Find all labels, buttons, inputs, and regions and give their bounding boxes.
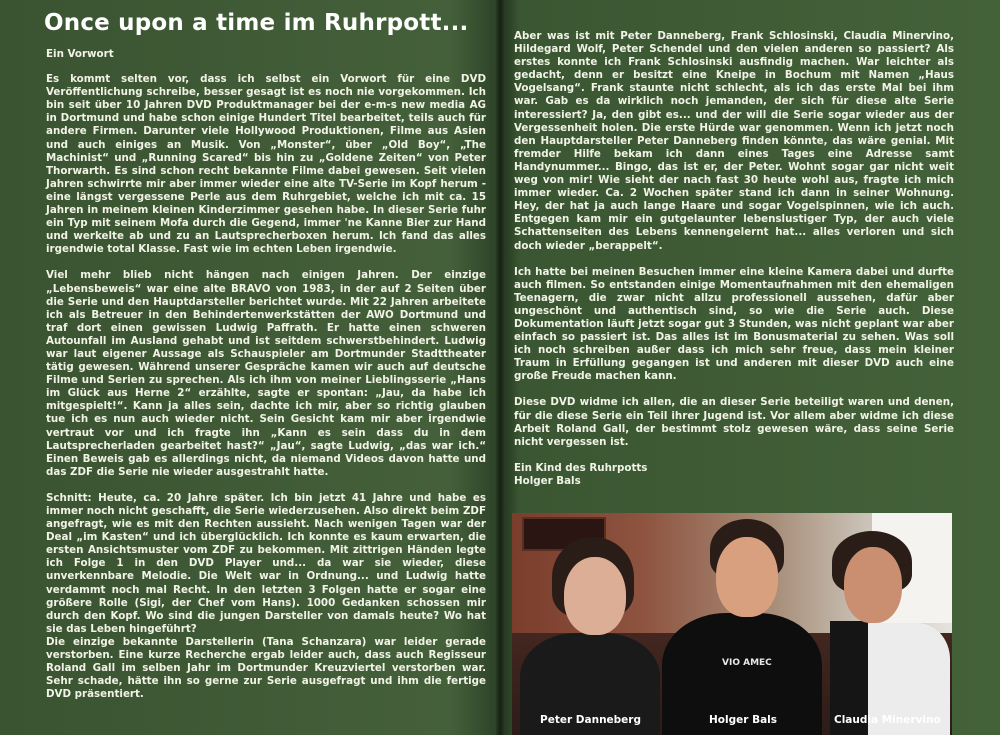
caption-holger-bals: Holger Bals [709,714,778,726]
signature-line: Ein Kind des Ruhrpotts [514,461,648,474]
paragraph: Viel mehr blieb nicht hängen nach einigen Jahren. Der einzige „Lebensbeweis“ war eine alte BRAVO von 1983, in der auf 2 Seiten über die Serie und den Hauptdarsteller berichtet wurde. Mit 22 Jahren arbeitete ich als Betreuer in den Behindertenwerkstätten der AWO Dortmund und traf dort einen gewissen Ludwig Paffrath. Er hatte einen schweren Autounfall im Ausland gehabt und ist seitdem schwerstbehindert. Ludwig war laut eigener Aussage als Schauspieler am Dortmunder Stadttheater tätig gewesen. Während unserer Gespräche kamen wir auch auf deutsche Filme und Serien zu sprechen. Als ich ihm von meiner Lieblingsserie „Hans im Glück aus Herne 2“ erzählte, sagte er spontan: „Jau, da habe ich mitgespielt!“. Kann ja alles sein, dachte ich mir, aber so richtig glauben tue ich es nun auch wieder nicht. Sein Gesicht kam mir aber irgendwie vertraut vor und ich fragte ihn „Kann es sein dass du in dem Lautsprecherladen gearbeitet hast?“ „Jau“, sagte Ludwig, „das war ich.“ Einen Beweis gab es allerdings nicht, da niemand Videos davon hatte und das ZDF die Serie nie wieder ausgestrahlt hatte. [46,269,486,478]
left-page [0,0,498,735]
paragraph: Die einzige bekannte Darstellerin (Tana Schanzara) war leider gerade verstorben. Eine kurze Recherche ergab leider auch, dass auch Regisseur Roland Gall im selben Jahr im Dortmunder Kreuzviertel verstorben war. Sehr schade, hätte ihn so gerne zur Serie ausgefragt und ihm die fertige DVD präsentiert. [46,635,486,701]
caption-claudia-minervino: Claudia Minervino [834,714,941,726]
person-right [812,513,952,735]
paragraph: Diese DVD widme ich allen, die an dieser Serie beteiligt waren und denen, für die diese Serie ein Teil ihrer Jugend ist. Vor allem aber widme ich diese Arbeit Roland Gall, der bestimmt stolz gewesen wäre, dass seine Serie nicht vergessen ist. [514,396,954,448]
paragraph: Es kommt selten vor, dass ich selbst ein Vorwort für eine DVD Veröffentlichung schreibe, besser gesagt ist es noch nie vorgekommen. Ich bin seit über 10 Jahren DVD Produktmanager bei der e-m-s new media AG in Dortmund und habe schon einige Hundert Titel bearbeitet, teils auch für andere Firmen. Darunter viele Hollywood Produktionen, Filme aus Asien und auch einiges an Musik. Von „Monster“, über „Old Boy“, „The Machinist“ und „Running Scared“ bis hin zu „Goldene Zeiten“ von Peter Thorwarth. Es sind schon recht bekannte Filme dabei gewesen. Seit vielen Jahren schwirrte mir aber immer wieder eine alte TV-Serie im Kopf herum - eine längst vergessene Perle aus dem Ruhrgebiet, welche ich mit ca. 15 Jahren in meinem kleinen Kinderzimmer gesehen habe. In dieser Serie fuhr ein Typ mit seinem Mofa durch die Gegend, immer 'ne Kanne Bier zur Hand und werkelte ab und zu an Lautsprecherboxen herum. Ich fand das alles irgendwie total Klasse. Fast wie im echten Leben irgendwie. [46,73,486,256]
paragraph: Aber was ist mit Peter Danneberg, Frank Schlosinski, Claudia Minervino, Hildegard Wolf, Peter Schendel und den vielen anderen so passiert? Als erstes konnte ich Frank Schlosinski ausfindig machen. War leichter als gedacht, denn er besitzt eine Kneipe in Bochum mit Namen „Haus Vogelsang“. Frank staunte nicht schlecht, als ich das erste Mal bei ihm war. Gab es da wirklich noch jemanden, der sich für diese alte Serie interessiert? Ja, den gibt es... und der will die Serie sogar wieder aus der Vergessenheit holen. Die erste Hürde war genommen. Wenn ich jetzt noch den Hauptdarsteller Peter Danneberg finden könnte, das wäre genial. Mit fremder Hilfe bekam ich dann eines Tages eine Adresse samt Handynummer... Bingo, das ist er, der Peter. Wohnt sogar gar nicht weit weg von mir! Wie sieht der nach fast 30 heute wohl aus, fragte ich mich immer wieder. Ca. 2 Wochen später stand ich dann in seiner Wohnung. Hey, der hat ja auch lange Haare und sogar Vogelspinnen, wie ich auch. Entgegen kam mir ein gutgelaunter lebenslustiger Typ, der auch viele Schattenseiten des Lebens kennengelernt hat... alles verloren und sich doch wieder „berappelt“. [514,30,954,252]
group-photo [512,513,952,735]
subtitle: Ein Vorwort [46,48,114,60]
person-middle [652,513,822,735]
person-left [512,513,662,735]
signature-name: Holger Bals [514,474,581,487]
paragraph: Schnitt: Heute, ca. 20 Jahre später. Ich bin jetzt 41 Jahre und habe es immer noch nicht geschafft, die Serie wiederzusehen. Also direkt beim ZDF angefragt, wie es mit den Rechten aussieht. Nach wenigen Tagen war der Deal „im Kasten“ und ich überglücklich. Ich konnte es kaum erwarten, die ersten Ansichtsmuster vom ZDF zu bekommen. Mit zittrigen Händen legte ich Folge 1 in den DVD Player und... da war sie wieder, diese unverkennbare Melodie. Die Welt war in Ordnung... und Ludwig hatte verdammt noch mal Recht. In den letzten 3 Folgen hatte er sogar eine größere Rolle (Sigi, der Chef vom Hans). 1000 Gedanken schossen mir durch den Kopf. Wo sind die jungen Darsteller von damals heute? Wo hat sie das Leben hingeführt? [46,491,486,635]
paragraph: Ich hatte bei meinen Besuchen immer eine kleine Kamera dabei und durfte auch filmen. So entstanden einige Momentaufnahmen mit den ehemaligen Teenagern, die zwar nicht allzu professionell aussehen, dafür aber ungeschönt und authentisch sind, so wie die Serie auch. Diese Dokumentation läuft jetzt sogar gut 3 Stunden, was nicht geplant war aber einfach so passiert ist. Das alles ist im Bonusmaterial zu sehen. Was soll ich noch schreiben außer dass ich mich sehr freue, dass mein kleiner Traum in Erfüllung gegangen ist und anderen mit dieser DVD auch eine große Freude machen kann. [514,265,954,383]
caption-peter-danneberg: Peter Danneberg [540,714,641,726]
page-title: Once upon a time im Ruhrpott... [44,10,469,36]
shirt-print: VIO AMEC [722,658,772,668]
